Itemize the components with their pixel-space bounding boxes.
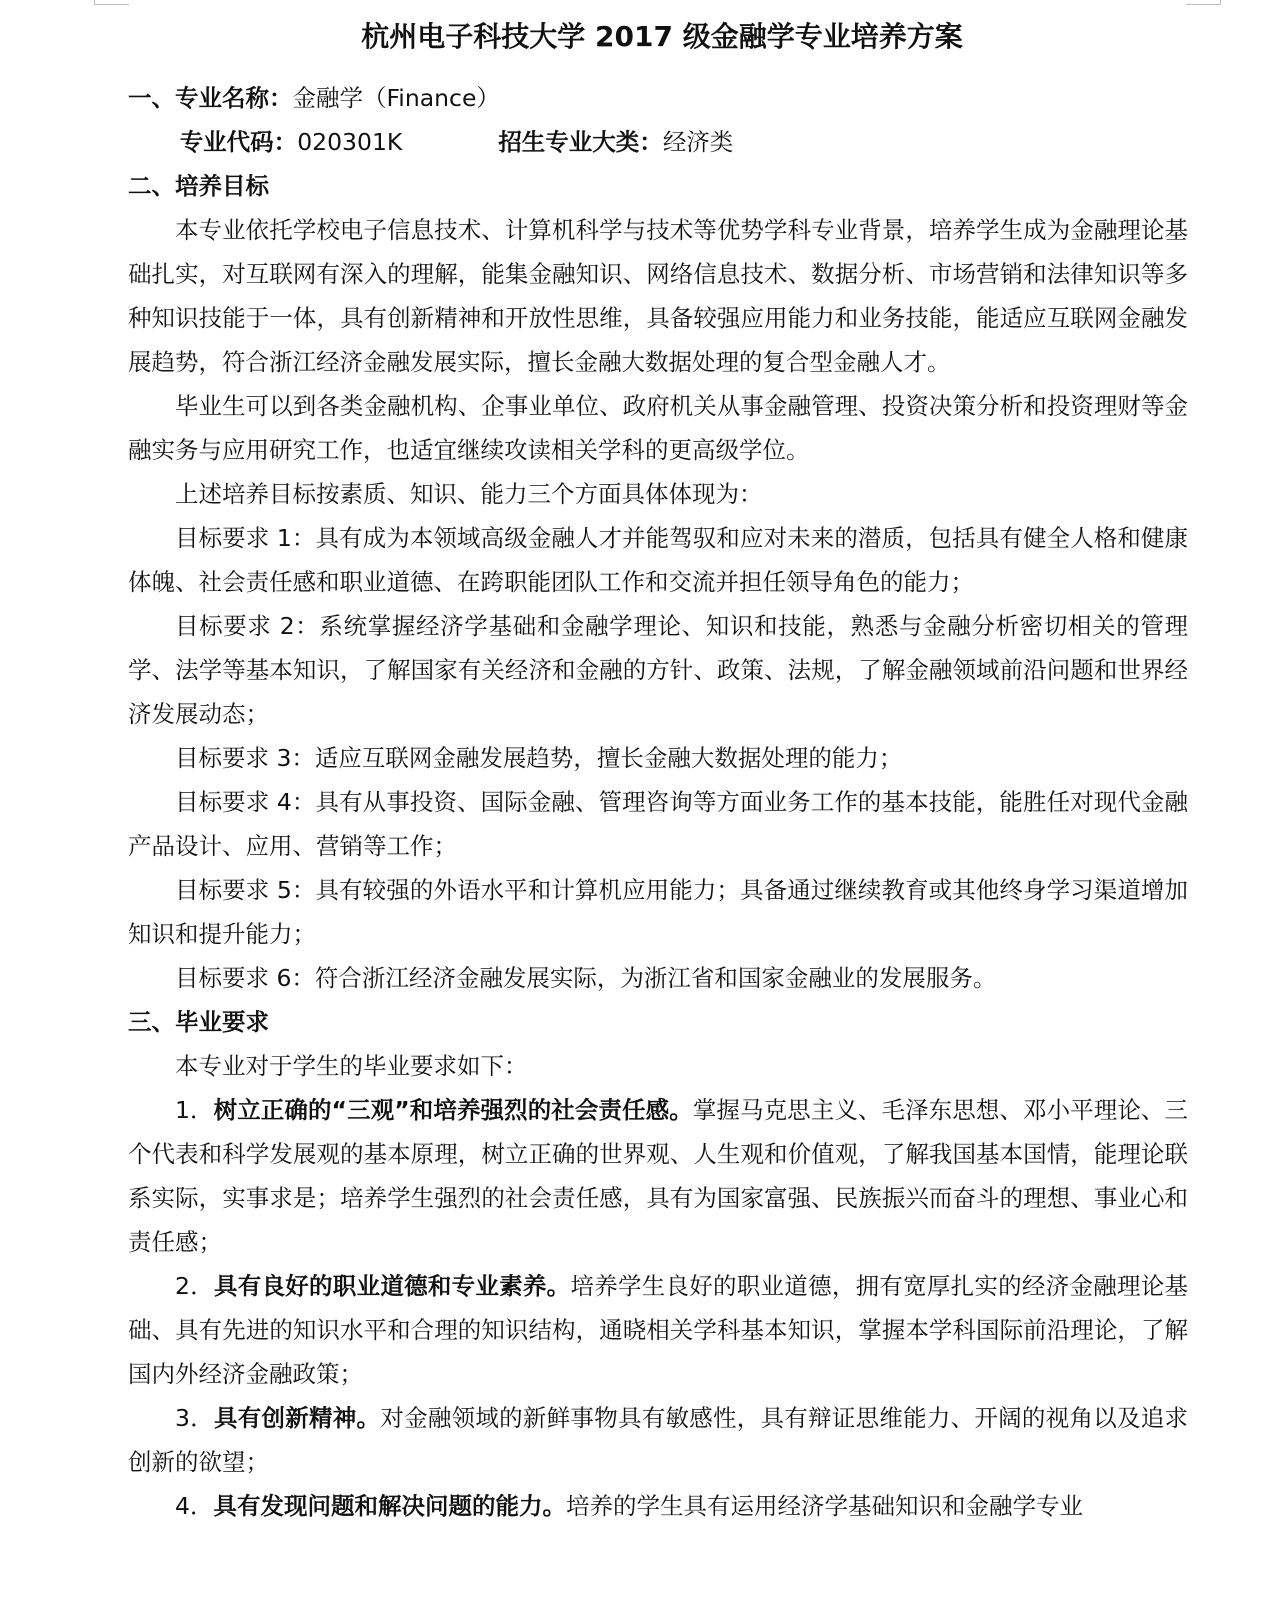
crop-mark-right <box>1186 0 1221 5</box>
goal-requirement-3: 目标要求 3：适应互联网金融发展趋势，擅长金融大数据处理的能力； <box>175 744 903 772</box>
requirement-text: 培养的学生具有运用经济学基础知识和金融学专业 <box>565 1492 1083 1520</box>
goal-requirement-6: 目标要求 6：符合浙江经济金融发展实际，为浙江省和国家金融业的发展服务。 <box>175 964 997 992</box>
category-value: 经济类 <box>662 128 734 156</box>
document-page <box>128 14 1188 1528</box>
requirement-text: 对金融领域的新鲜事物具有敏感性，具有辩证思维能力、开阔的视角以及追求创新的欲望； <box>128 1404 1189 1476</box>
requirement-text: 掌握马克思主义、毛泽东思想、邓小平理论、三个代表和科学发展观的基本原理，树立正确的世界观、人生观和价值观，了解我国基本国情，能理论联系实际，实事求是；培养学生强烈的社会责任感，具有为国家富强、民族振兴而奋斗的理想、事业心和责任感； <box>128 1096 1189 1256</box>
requirement-title: 具有发现问题和解决问题的能力。 <box>213 1492 566 1520</box>
section2-heading: 二、培养目标 <box>128 172 269 200</box>
major-code-label: 专业代码： <box>179 128 298 156</box>
requirement-number: 2． <box>175 1272 214 1300</box>
goal-requirement-4: 目标要求 4：具有从事投资、国际金融、管理咨询等方面业务工作的基本技能，能胜任对现代金融产品设计、应用、营销等工作； <box>128 788 1188 860</box>
section1-heading: 一、专业名称： <box>128 84 293 112</box>
graduation-requirement-1 <box>128 1088 1188 1264</box>
requirement-text: 培养学生良好的职业道德，拥有宽厚扎实的经济金融理论基础、具有先进的知识水平和合理的知识结构，通晓相关学科基本知识，掌握本学科国际前沿理论，了解国内外经济金融政策； <box>128 1272 1189 1388</box>
category-label: 招生专业大类： <box>498 128 663 156</box>
requirement-number: 1． <box>175 1096 214 1124</box>
graduation-intro: 本专业对于学生的毕业要求如下： <box>175 1052 528 1080</box>
goal-requirement-1: 目标要求 1：具有成为本领域高级金融人才并能驾驭和应对未来的潜质，包括具有健全人格和健康体魄、社会责任感和职业道德、在跨职能团队工作和交流并担任领导角色的能力； <box>128 524 1188 596</box>
document-title: 杭州电子科技大学 2017 级金融学专业培养方案 <box>361 20 963 53</box>
major-code-line <box>128 120 1188 164</box>
objective-paragraph-1: 本专业依托学校电子信息技术、计算机科学与技术等优势学科专业背景，培养学生成为金融理论基础扎实，对互联网有深入的理解，能集金融知识、网络信息技术、数据分析、市场营销和法律知识等多种知识技能于一体，具有创新精神和开放性思维，具备较强应用能力和业务技能，能适应互联网金融发展趋势，符合浙江经济金融发展实际，擅长金融大数据处理的复合型金融人才。 <box>128 216 1188 376</box>
requirement-number: 4． <box>175 1492 214 1520</box>
graduation-requirement-4 <box>128 1484 1188 1528</box>
crop-mark-left <box>94 0 129 5</box>
goal-requirement-2: 目标要求 2：系统掌握经济学基础和金融学理论、知识和技能，熟悉与金融分析密切相关的管理学、法学等基本知识，了解国家有关经济和金融的方针、政策、法规，了解金融领域前沿问题和世界经济发展动态； <box>128 612 1188 728</box>
requirement-title: 具有良好的职业道德和专业素养。 <box>213 1272 571 1300</box>
objective-paragraph-3: 上述培养目标按素质、知识、能力三个方面具体体现为： <box>175 480 763 508</box>
requirement-title: 具有创新精神。 <box>213 1404 381 1432</box>
major-name-line <box>128 76 1188 120</box>
section3-heading: 三、毕业要求 <box>128 1008 269 1036</box>
requirement-number: 3． <box>175 1404 214 1432</box>
objective-paragraph-2: 毕业生可以到各类金融机构、企事业单位、政府机关从事金融管理、投资决策分析和投资理财等金融实务与应用研究工作，也适宜继续攻读相关学科的更高级学位。 <box>128 392 1188 464</box>
major-name-value: 金融学（Finance） <box>292 84 500 112</box>
major-code-value: 020301K <box>297 128 403 156</box>
graduation-requirement-2 <box>128 1264 1188 1396</box>
requirement-title: 树立正确的“三观”和培养强烈的社会责任感。 <box>213 1096 693 1124</box>
graduation-requirement-3 <box>128 1396 1188 1484</box>
goal-requirement-5: 目标要求 5：具有较强的外语水平和计算机应用能力；具备通过继续教育或其他终身学习渠道增加知识和提升能力； <box>128 876 1188 948</box>
